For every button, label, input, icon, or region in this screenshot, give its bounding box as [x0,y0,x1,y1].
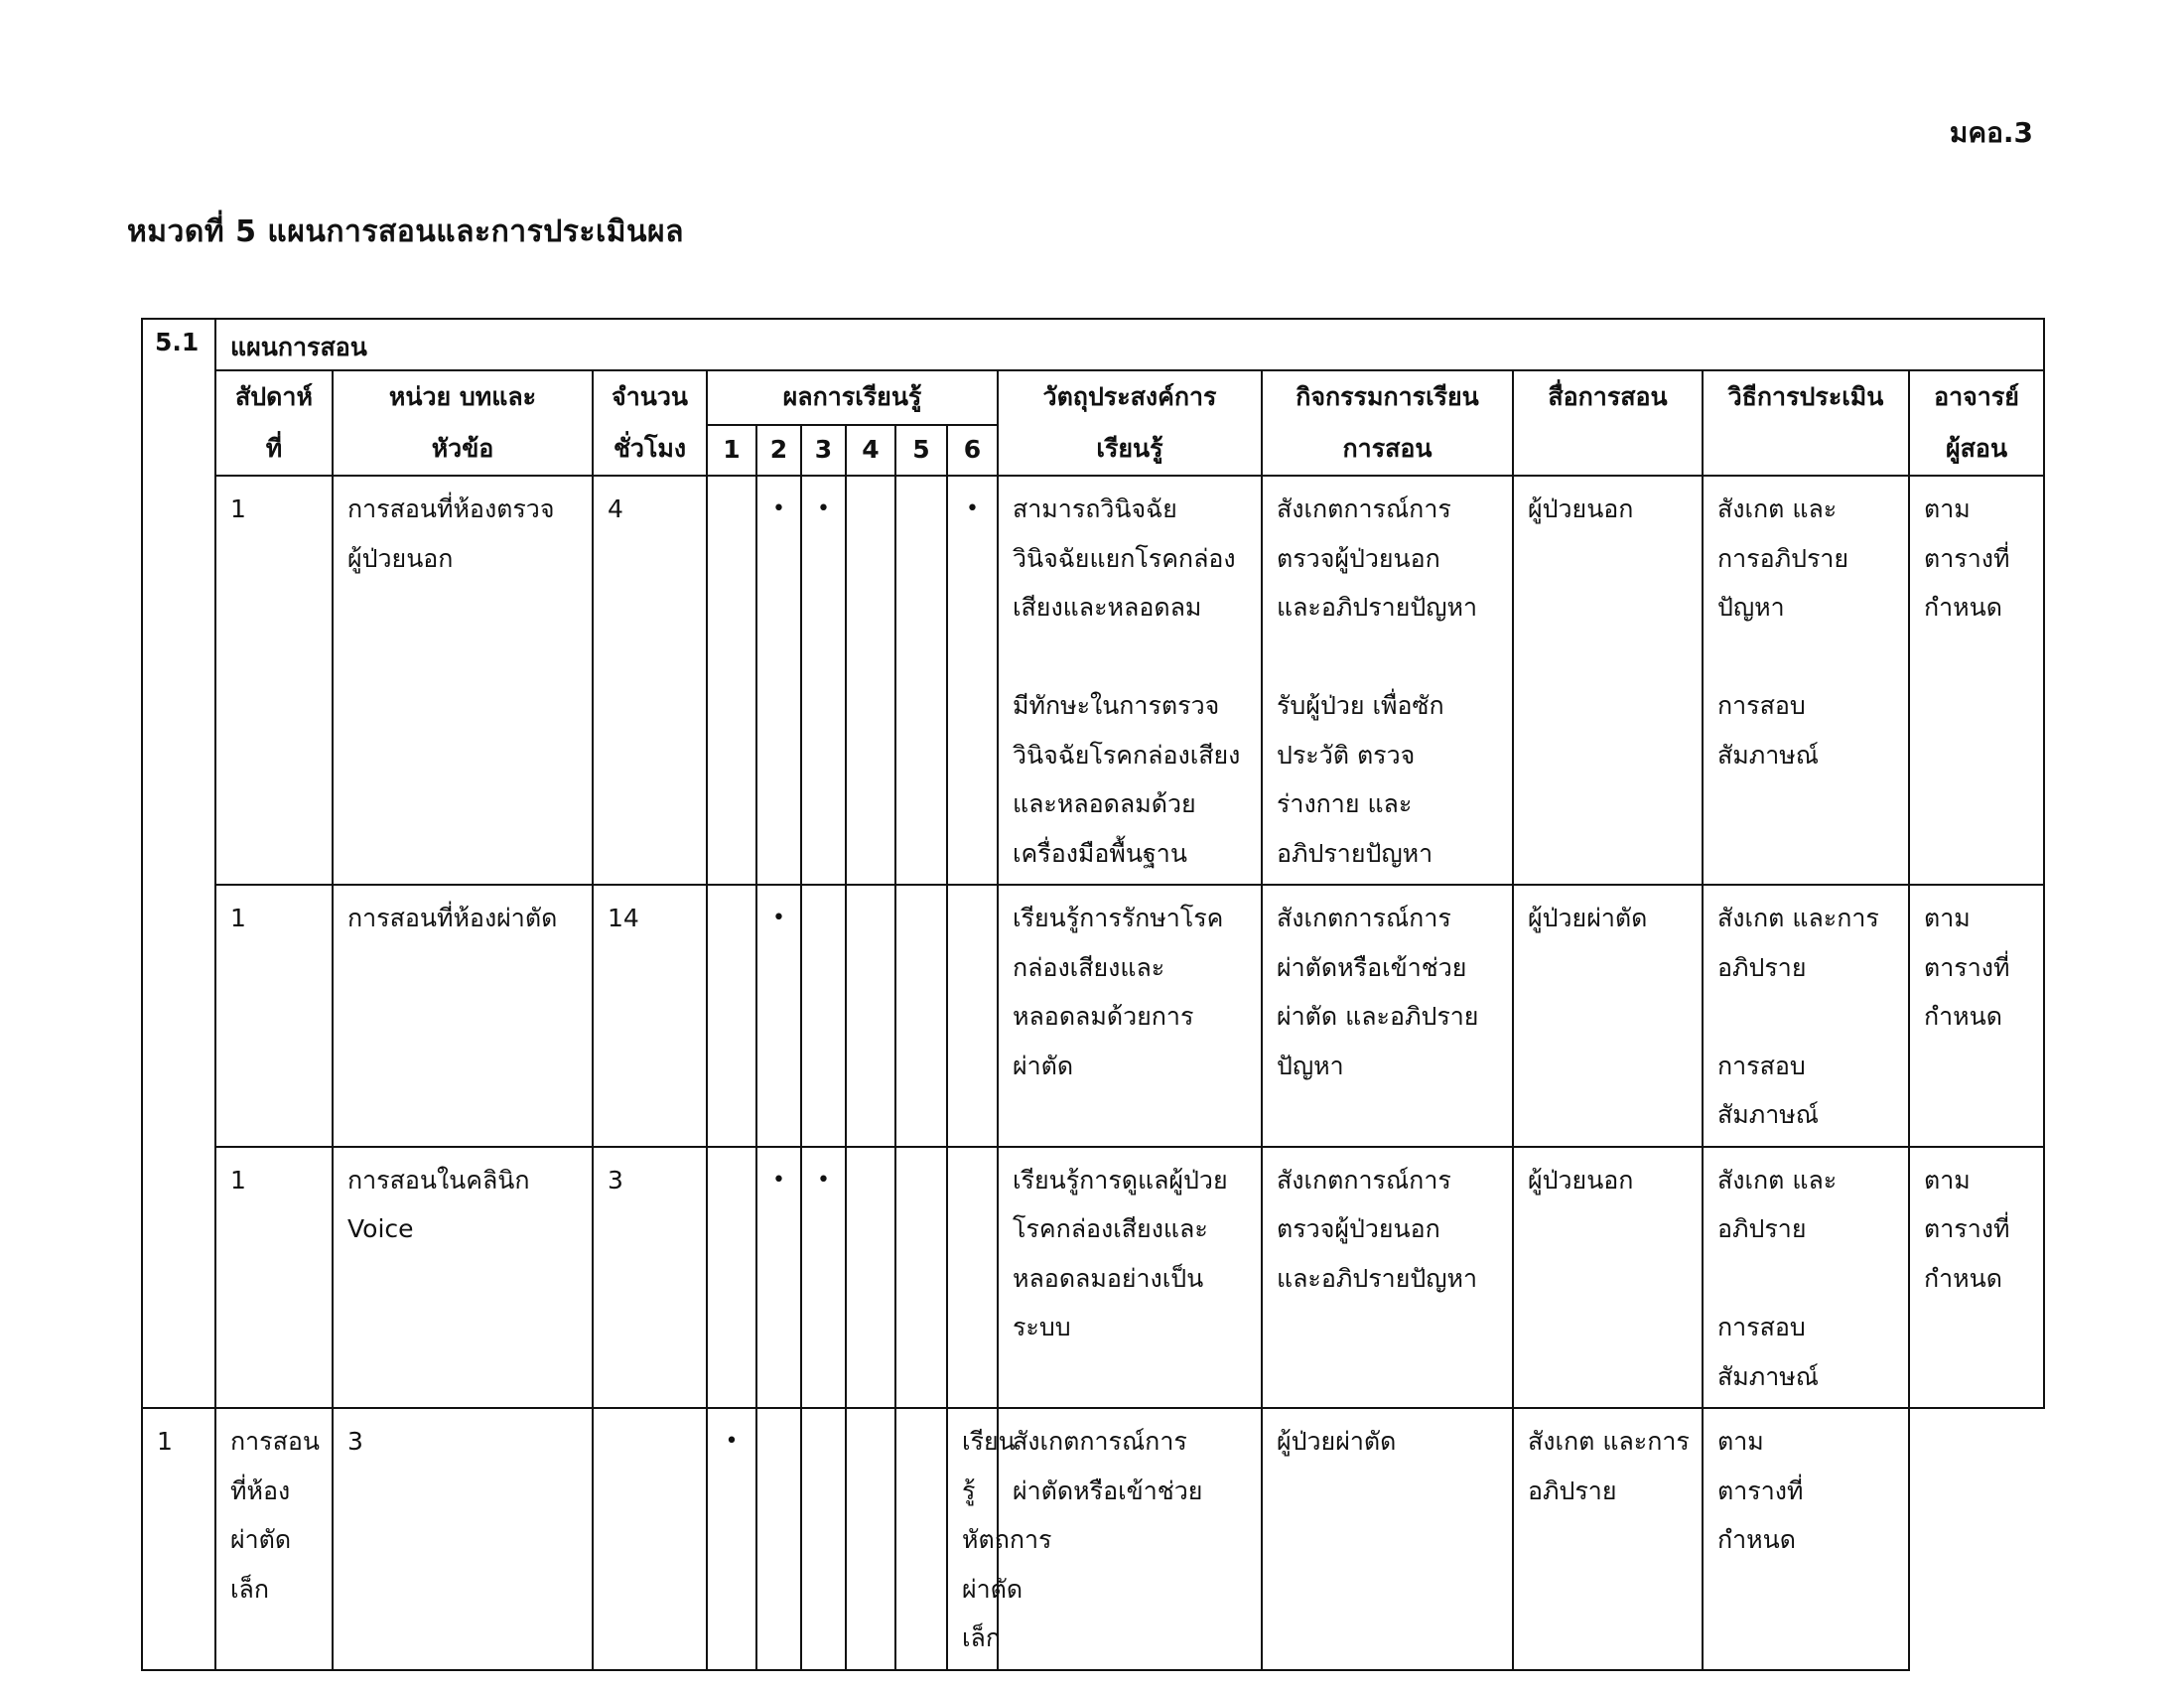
section-row [142,319,2044,370]
instructor-cell: ตาม ตารางที่ กำหนด [1703,1408,1909,1670]
outcome-mark: • [756,885,801,1147]
header-instructor: อาจารย์ ผู้สอน [1909,370,2044,476]
outcome-mark: • [801,476,846,885]
outcome-mark: • [707,1408,756,1670]
outcome-mark [846,1408,895,1670]
outcome-mark [846,476,895,885]
hours-cell: 4 [593,476,707,885]
assessment-cell: สังเกต และ การอภิปราย ปัญหา การสอบ สัมภาษณ์ [1703,476,1909,885]
outcome-mark [895,1408,947,1670]
header-objectives: วัตถุประสงค์การ เรียนรู้ [998,370,1262,476]
outcome-mark: • [756,1147,801,1409]
outcome-number: 3 [801,425,846,476]
header-activities: กิจกรรมการเรียน การสอน [1262,370,1513,476]
outcome-mark [801,1408,846,1670]
topic-cell: การสอนที่ห้องผ่าตัด เล็ก [215,1408,333,1670]
outcome-mark [801,885,846,1147]
outcome-mark: • [801,1147,846,1409]
topic-cell: การสอนที่ห้องผ่าตัด [333,885,593,1147]
media-cell: ผู้ป่วยนอก [1513,476,1703,885]
outcome-mark [846,885,895,1147]
outcome-number: 1 [707,425,756,476]
header-outcomes: ผลการเรียนรู้ [707,370,998,425]
instructor-cell: ตาม ตารางที่ กำหนด [1909,476,2044,885]
outcome-mark [846,1147,895,1409]
outcome-mark [895,1147,947,1409]
outcome-mark [947,885,998,1147]
section-label: แผนการสอน [215,319,2044,370]
topic-cell: การสอนที่ห้องตรวจ ผู้ป่วยนอก [333,476,593,885]
outcome-mark [707,476,756,885]
outcome-number: 5 [895,425,947,476]
outcome-mark [947,1147,998,1409]
header-assessment: วิธีการประเมิน [1703,370,1909,476]
week-cell: 1 [215,885,333,1147]
outcome-mark [756,1408,801,1670]
header-hours: จำนวน ชั่วโมง [593,370,707,476]
table-row [142,476,2044,885]
activities-cell: สังเกตการณ์การ ตรวจผู้ป่วยนอก และอภิปรายปัญหา [1262,1147,1513,1409]
table-row [142,1408,2044,1670]
week-cell: 1 [215,1147,333,1409]
outcome-mark: • [756,476,801,885]
activities-cell: สังเกตการณ์การ ตรวจผู้ป่วยนอก และอภิปรายปัญหา รับผู้ป่วย เพื่อซัก ประวัติ ตรวจ ร่างกาย และ อภิปรายปัญหา [1262,476,1513,885]
outcome-number: 6 [947,425,998,476]
media-cell: ผู้ป่วยผ่าตัด [1262,1408,1513,1670]
table-row [142,1147,2044,1409]
objectives-cell: สามารถวินิจฉัย วินิจฉัยแยกโรคกล่อง เสียงและหลอดลม มีทักษะในการตรวจ วินิจฉัยโรคกล่องเสียง และหลอดลมด้วย เครื่องมือพื้นฐาน [998,476,1262,885]
outcome-number: 2 [756,425,801,476]
media-cell: ผู้ป่วยนอก [1513,1147,1703,1409]
instructor-cell: ตาม ตารางที่ กำหนด [1909,885,2044,1147]
header-media: สื่อการสอน [1513,370,1703,476]
objectives-cell: เรียนรู้หัตถการผ่าตัด เล็ก [947,1408,998,1670]
outcome-mark: • [947,476,998,885]
objectives-cell: เรียนรู้การดูแลผู้ป่วย โรคกล่องเสียงและ หลอดลมอย่างเป็น ระบบ [998,1147,1262,1409]
outcome-number: 4 [846,425,895,476]
outcome-mark [593,1408,707,1670]
week-cell: 1 [142,1408,215,1670]
outcome-mark [895,885,947,1147]
hours-cell: 3 [333,1408,593,1670]
week-cell: 1 [215,476,333,885]
outcome-mark [895,476,947,885]
assessment-cell: สังเกต และการ อภิปราย การสอบ สัมภาษณ์ [1703,885,1909,1147]
assessment-cell: สังเกต และ อภิปราย การสอบ สัมภาษณ์ [1703,1147,1909,1409]
outcome-mark [707,1147,756,1409]
hours-cell: 14 [593,885,707,1147]
header-topic: หน่วย บทและ หัวข้อ [333,370,593,476]
activities-cell: สังเกตการณ์การ ผ่าตัดหรือเข้าช่วย [998,1408,1262,1670]
header-row [142,370,2044,425]
header-week: สัปดาห์ ที่ [215,370,333,476]
document-code: มคอ.3 [1949,116,2033,149]
section-number: 5.1 [142,319,215,1408]
section-title: หมวดที่ 5 แผนการสอนและการประเมินผล [127,214,685,249]
assessment-cell: สังเกต และการ อภิปราย [1513,1408,1703,1670]
outcome-mark [707,885,756,1147]
table-row [142,885,2044,1147]
teaching-plan-table [141,318,2045,1671]
media-cell: ผู้ป่วยผ่าตัด [1513,885,1703,1147]
topic-cell: การสอนในคลินิก Voice [333,1147,593,1409]
instructor-cell: ตาม ตารางที่ กำหนด [1909,1147,2044,1409]
objectives-cell: เรียนรู้การรักษาโรค กล่องเสียงและ หลอดลมด้วยการ ผ่าตัด [998,885,1262,1147]
hours-cell: 3 [593,1147,707,1409]
activities-cell: สังเกตการณ์การ ผ่าตัดหรือเข้าช่วย ผ่าตัด และอภิปราย ปัญหา [1262,885,1513,1147]
